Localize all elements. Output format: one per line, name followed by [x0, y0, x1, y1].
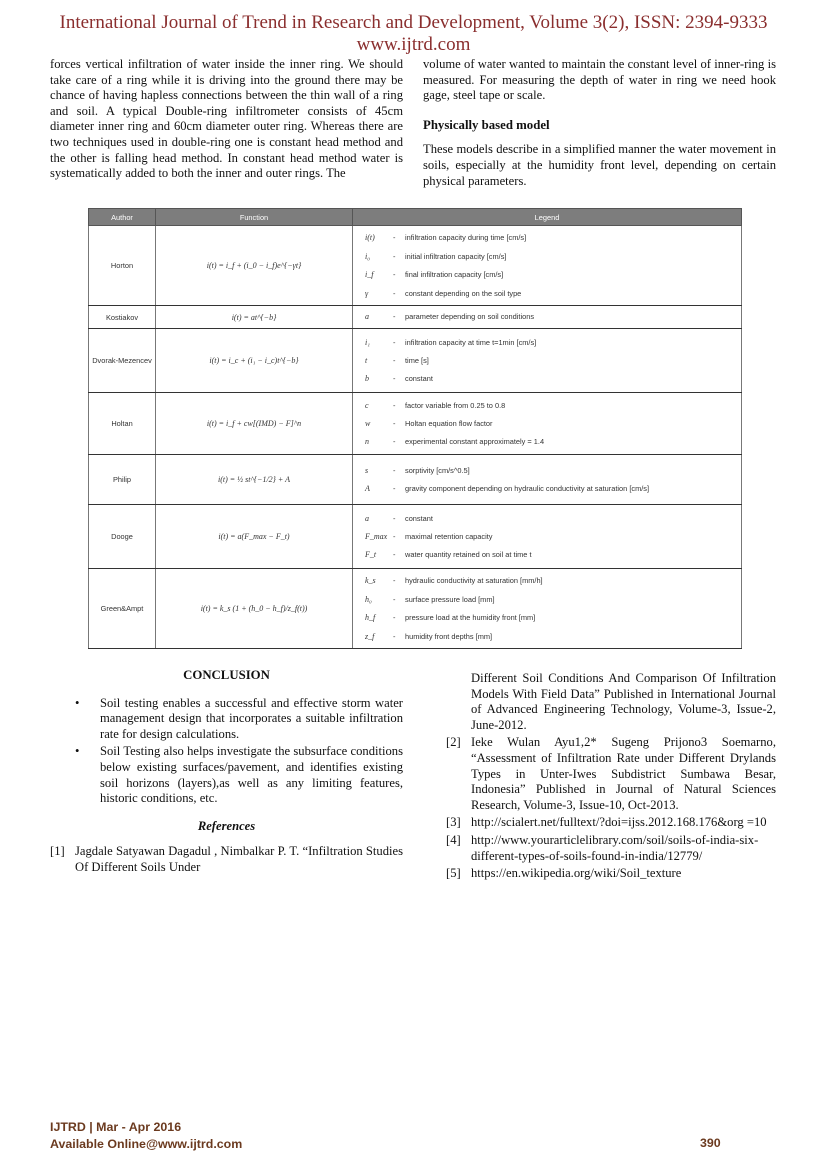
legend-dash: -	[393, 631, 396, 641]
legend-description: infiltration capacity at time t=1min [cm/s]	[405, 337, 537, 347]
legend-description: infiltration capacity during time [cm/s]	[405, 233, 527, 243]
legend-dash: -	[393, 288, 396, 298]
model-function: i(t) = at^{−b}	[156, 306, 353, 329]
model-author: Green&Ampt	[89, 569, 156, 649]
references-heading: References	[197, 818, 256, 833]
legend-symbol: F_max	[365, 531, 388, 541]
model-legend	[353, 505, 742, 569]
reference-text: Different Soil Conditions And Comparison Of Infiltration Models With Field Data” Published in International Journal of Advanced Engineering Technology, Volume-3, Issue-2, June-2012.	[471, 671, 776, 732]
legend-entry	[353, 333, 741, 351]
legend-dash: -	[393, 550, 396, 560]
infiltration-models-table	[88, 208, 742, 649]
table-header-author: Author	[89, 209, 156, 226]
legend-entry	[353, 370, 741, 388]
journal-header	[0, 12, 827, 56]
legend-entry	[353, 546, 741, 564]
reference-link[interactable]: http://scialert.net/fulltext/?doi=ijss.2012.168.176&org =10	[471, 815, 767, 830]
legend-entry	[353, 609, 741, 627]
section-heading: Physically based model	[423, 117, 550, 132]
legend-dash: -	[393, 418, 396, 428]
legend-dash: -	[393, 337, 396, 347]
body-paragraph: volume of water wanted to maintain the constant level of inner-ring is measured. For measuring the depth of water in ring we need hook gage, steel tape or scale.	[423, 57, 776, 103]
reference-item	[446, 671, 776, 733]
legend-dash: -	[393, 465, 396, 475]
legend-entry	[353, 509, 741, 527]
legend-entry	[353, 247, 741, 265]
reference-item	[446, 866, 776, 882]
legend-entry	[353, 572, 741, 590]
legend-entry	[353, 351, 741, 369]
model-function: i(t) = k_s (1 + (h_0 − h_f)/z_f(t))	[156, 569, 353, 649]
model-function: i(t) = i_f + cw[(IMD) − F]^n	[156, 393, 353, 455]
legend-description: surface pressure load [mm]	[405, 594, 495, 604]
reference-item	[446, 833, 776, 864]
legend-entry	[353, 266, 741, 284]
legend-description: experimental constant approximately = 1.4	[405, 437, 545, 447]
legend-description: parameter depending on soil conditions	[405, 312, 535, 322]
conclusion-heading: CONCLUSION	[183, 668, 270, 682]
table-header-legend: Legend	[353, 209, 742, 226]
right-column	[423, 57, 776, 189]
model-function: i(t) = ½ st^{−1/2} + A	[156, 455, 353, 505]
legend-description: humidity front depths [mm]	[405, 631, 493, 641]
legend-description: sorptivity [cm/s^0.5]	[405, 465, 470, 475]
model-function: i(t) = i_c + (i₁ − i_c)t^{−b}	[156, 329, 353, 393]
list-item: • Soil Testing also helps investigate the subsurface conditions below existing surfaces/pavement, and identifies existing soil horizons (layers),as well as any limiting features, historic conditions, etc.	[50, 744, 403, 806]
legend-dash: -	[393, 594, 396, 604]
model-author: Kostiakov	[89, 306, 156, 329]
legend-entry	[353, 308, 741, 326]
reference-item	[446, 815, 776, 831]
reference-item	[446, 735, 776, 813]
body-paragraph: forces vertical infiltration of water inside the inner ring. We should take care of a ring while it is driving into the ground there may be chance of having hapless connections between the thin wall of a ring and soil. A typical Double-ring infiltrometer consists of 45cm diameter inner ring and 60cm diameter outer ring. Whereas there are two techniques used in double-ring one is constant head method and the other is falling head method. In constant head method water is systematically added to both the inner and outer rings. The	[50, 57, 403, 181]
footer-issue: IJTRD | Mar - Apr 2016	[50, 1120, 182, 1134]
table-row	[89, 569, 742, 649]
journal-title: International Journal of Trend in Research and Development, Volume 3(2), ISSN: 2394-9333	[59, 12, 768, 33]
legend-dash: -	[393, 531, 396, 541]
table-row	[89, 329, 742, 393]
legend-description: final infiltration capacity [cm/s]	[405, 270, 504, 280]
legend-description: constant	[405, 374, 433, 384]
table-row	[89, 505, 742, 569]
legend-dash: -	[393, 312, 396, 322]
reference-text: Jagdale Satyawan Dagadul , Nimbalkar P. T. “Infiltration Studies Of Different Soils Under	[75, 844, 403, 874]
model-author: Dooge	[89, 505, 156, 569]
reference-number: [3]	[446, 815, 461, 830]
model-legend	[353, 329, 742, 393]
legend-description: initial infiltration capacity [cm/s]	[405, 251, 507, 261]
legend-entry	[353, 229, 741, 247]
table-row	[89, 393, 742, 455]
body-paragraph: These models describe in a simplified manner the water movement in soils, especially at the humidity front level, depending on certain physical parameters.	[423, 142, 776, 188]
legend-dash: -	[393, 374, 396, 384]
table-header-function: Function	[156, 209, 353, 226]
list-item: • Soil testing enables a successful and effective storm water management design that incorporates a suitable infiltration rate for design calculations.	[50, 696, 403, 743]
legend-description: constant	[405, 513, 433, 523]
legend-symbol: a	[365, 312, 369, 322]
legend-symbol: s	[365, 465, 369, 475]
journal-url: www.ijtrd.com	[356, 34, 471, 55]
legend-description: factor variable from 0.25 to 0.8	[405, 400, 506, 410]
legend-symbol: i_f	[365, 270, 374, 280]
reference-text: Ieke Wulan Ayu1,2* Sugeng Prijono3 Soemarno, “Assessment of Infiltration Rate under Different Drylands Types in Unter-Iwes Subdistrict Sumbawa Besar, Indonesia” Published in Journal of Natural Sciences Research, Volume-3, Issue-10, Oct-2013.	[471, 735, 776, 812]
legend-description: constant depending on the soil type	[405, 288, 522, 298]
legend-symbol: k_s	[365, 576, 376, 586]
page-number: 390	[700, 1136, 721, 1150]
legend-dash: -	[393, 576, 396, 586]
left-column	[50, 57, 403, 182]
legend-entry	[353, 396, 741, 414]
legend-entry	[353, 590, 741, 608]
legend-symbol: F_t	[365, 550, 377, 560]
legend-symbol: i₁	[365, 337, 371, 347]
legend-description: maximal retention capacity	[405, 531, 493, 541]
legend-dash: -	[393, 613, 396, 623]
reference-number: [1]	[50, 844, 65, 859]
legend-dash: -	[393, 270, 396, 280]
reference-number: [4]	[446, 832, 461, 847]
model-function: i(t) = a(F_max − F_t)	[156, 505, 353, 569]
table-row	[89, 226, 742, 306]
legend-symbol: b	[365, 374, 369, 384]
legend-entry	[353, 527, 741, 545]
legend-description: pressure load at the humidity front [mm]	[405, 613, 536, 623]
legend-description: hydraulic conductivity at saturation [mm/h]	[405, 576, 543, 586]
model-author: Holtan	[89, 393, 156, 455]
model-author: Philip	[89, 455, 156, 505]
legend-dash: -	[393, 233, 396, 243]
legend-entry	[353, 284, 741, 302]
model-legend	[353, 455, 742, 505]
legend-symbol: n	[365, 437, 369, 447]
reference-link[interactable]: http://www.yourarticlelibrary.com/soil/soils-of-india-six-different-types-of-soils-found-in-india/12779/	[471, 832, 759, 863]
legend-dash: -	[393, 513, 396, 523]
table-row	[89, 455, 742, 505]
legend-dash: -	[393, 437, 396, 447]
legend-symbol: c	[365, 400, 369, 410]
legend-entry	[353, 627, 741, 645]
conclusion-section	[50, 668, 403, 876]
page-footer	[50, 1119, 242, 1153]
legend-description: time [s]	[405, 355, 429, 365]
legend-symbol: h_f	[365, 613, 376, 623]
conclusion-list	[50, 696, 403, 807]
model-legend	[353, 306, 742, 329]
legend-symbol: i₀	[365, 251, 371, 261]
legend-symbol: γ	[365, 288, 369, 298]
legend-symbol: t	[365, 355, 368, 365]
legend-symbol: w	[365, 418, 371, 428]
legend-symbol: a	[365, 513, 369, 523]
model-legend	[353, 569, 742, 649]
reference-item	[50, 844, 403, 875]
footer-availability: Available Online@www.ijtrd.com	[50, 1137, 243, 1151]
legend-dash: -	[393, 251, 396, 261]
reference-number: [2]	[446, 735, 461, 750]
model-legend	[353, 393, 742, 455]
table-row	[89, 306, 742, 329]
legend-entry	[353, 433, 741, 451]
legend-symbol: A	[365, 484, 370, 494]
references-right-column	[446, 671, 776, 884]
legend-dash: -	[393, 355, 396, 365]
legend-dash: -	[393, 484, 396, 494]
model-function: i(t) = i_f + (i_0 − i_f)e^{−γt}	[156, 226, 353, 306]
model-author: Horton	[89, 226, 156, 306]
legend-description: Holtan equation flow factor	[405, 418, 493, 428]
legend-entry	[353, 414, 741, 432]
legend-description: gravity component depending on hydraulic conductivity at saturation [cm/s]	[405, 484, 650, 494]
legend-symbol: z_f	[365, 631, 375, 641]
reference-link[interactable]: https://en.wikipedia.org/wiki/Soil_texture	[471, 866, 682, 881]
model-legend	[353, 226, 742, 306]
legend-entry	[353, 461, 741, 479]
legend-symbol: h₀	[365, 594, 372, 604]
legend-dash: -	[393, 400, 396, 410]
legend-symbol: i(t)	[365, 233, 375, 243]
legend-entry	[353, 480, 741, 498]
reference-number: [5]	[446, 866, 461, 881]
model-author: Dvorak-Mezencev	[89, 329, 156, 393]
legend-description: water quantity retained on soil at time t	[405, 550, 532, 560]
